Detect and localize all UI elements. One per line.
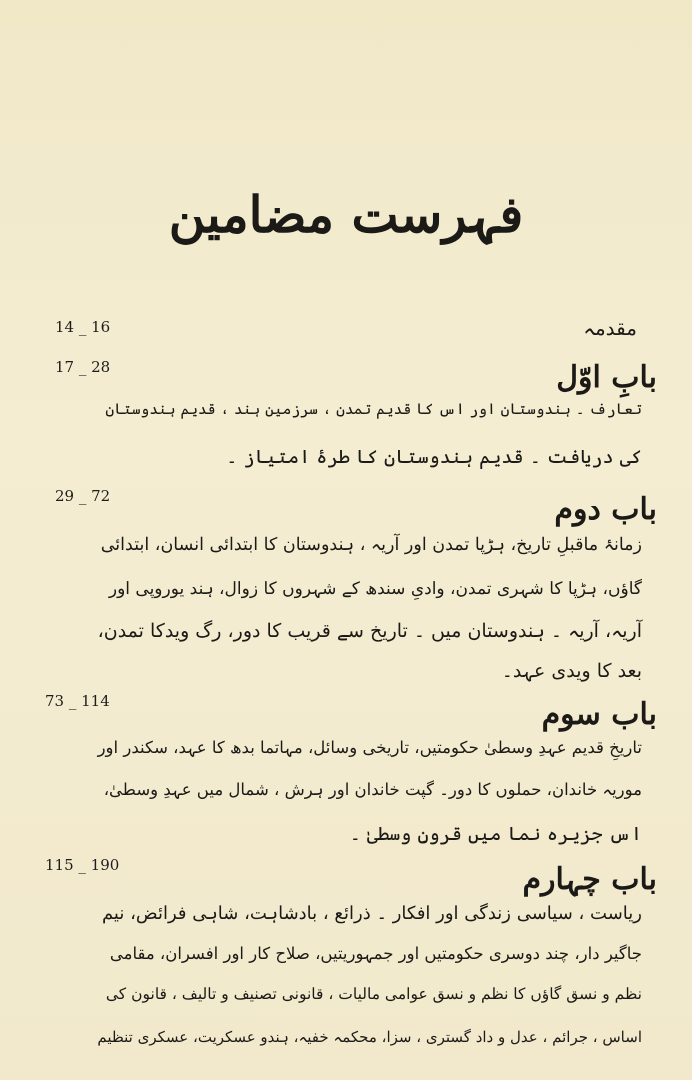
content-line: اس جزیرہ نما میں قرونِ وسطیٰ ۔ <box>349 823 642 845</box>
content-line: اساس ، جرائم ، عدل و داد گستری ، سزا، محکمہ خفیہ، ہندو عسکریت، عسکری تنظیم <box>97 1028 642 1046</box>
section-heading: مقدمہ <box>583 316 637 340</box>
content-line: جاگیر دار، چند دوسری حکومتیں اور جمہوریتیں، صلاح کار اور افسران، مقامی <box>109 944 642 963</box>
page-range: 29 _ 72 <box>55 487 111 505</box>
content-line: آریہ، آریہ ۔ ہندوستان میں ۔ تاریخ سے قریب کا دور، رگ ویدکا تمدن، <box>97 620 642 642</box>
content-line: نظم و نسق گاؤں کا نظم و نسق عوامی مالیات ، قانونی تصنیف و تالیف ، قانون کی <box>105 985 642 1003</box>
page-range: 115 _ 190 <box>45 856 120 874</box>
page-range: 17 _ 28 <box>55 358 111 376</box>
content-line: ریاست ، سیاسی زندگی اور افکار ۔ ذرائع ، بادشاہت، شاہی فرائض، نیم <box>101 903 642 924</box>
page-range: 73 _ 114 <box>45 692 110 710</box>
content-line: تعارف ۔ ہندوستان اور اس کا قدیم تمدن ، سرزمینِ ہند ، قدیم ہندوستان <box>105 400 642 418</box>
section-heading: باب دوم <box>554 492 657 527</box>
page-title: فہرست مضامین <box>168 185 524 244</box>
section-heading: باب چہارم <box>522 862 657 897</box>
section-heading: بابِ اوّل <box>556 360 657 395</box>
content-line: موریہ خاندان، حملوں کا دور۔ گپت خاندان اور ہرش ، شمال میں عہدِ وسطیٰ، <box>103 780 642 799</box>
content-line: زمانۂ ماقبلِ تاریخ، ہڑپا تمدن اور آریہ ، ہندوستان کا ابتدائی انسان، ابتدائی <box>100 535 642 555</box>
page-range: 14 _ 16 <box>55 318 111 336</box>
section-heading: باب سوم <box>541 697 657 732</box>
content-line: کی دریافت ۔ قدیم ہندوستان کا طرۂ امتیاز ۔ <box>226 446 642 468</box>
content-line: گاؤں، ہڑپا کا شہری تمدن، وادیِ سندھ کے شہروں کا زوال، ہند یوروپی اور <box>108 579 642 599</box>
content-line: بعد کا ویدی عہد۔ <box>501 660 642 682</box>
content-line: تاریخِ قدیم عہدِ وسطیٰ حکومتیں، تاریخی وسائل، مہاتما بدھ کا عہد، سکندر اور <box>97 738 642 757</box>
